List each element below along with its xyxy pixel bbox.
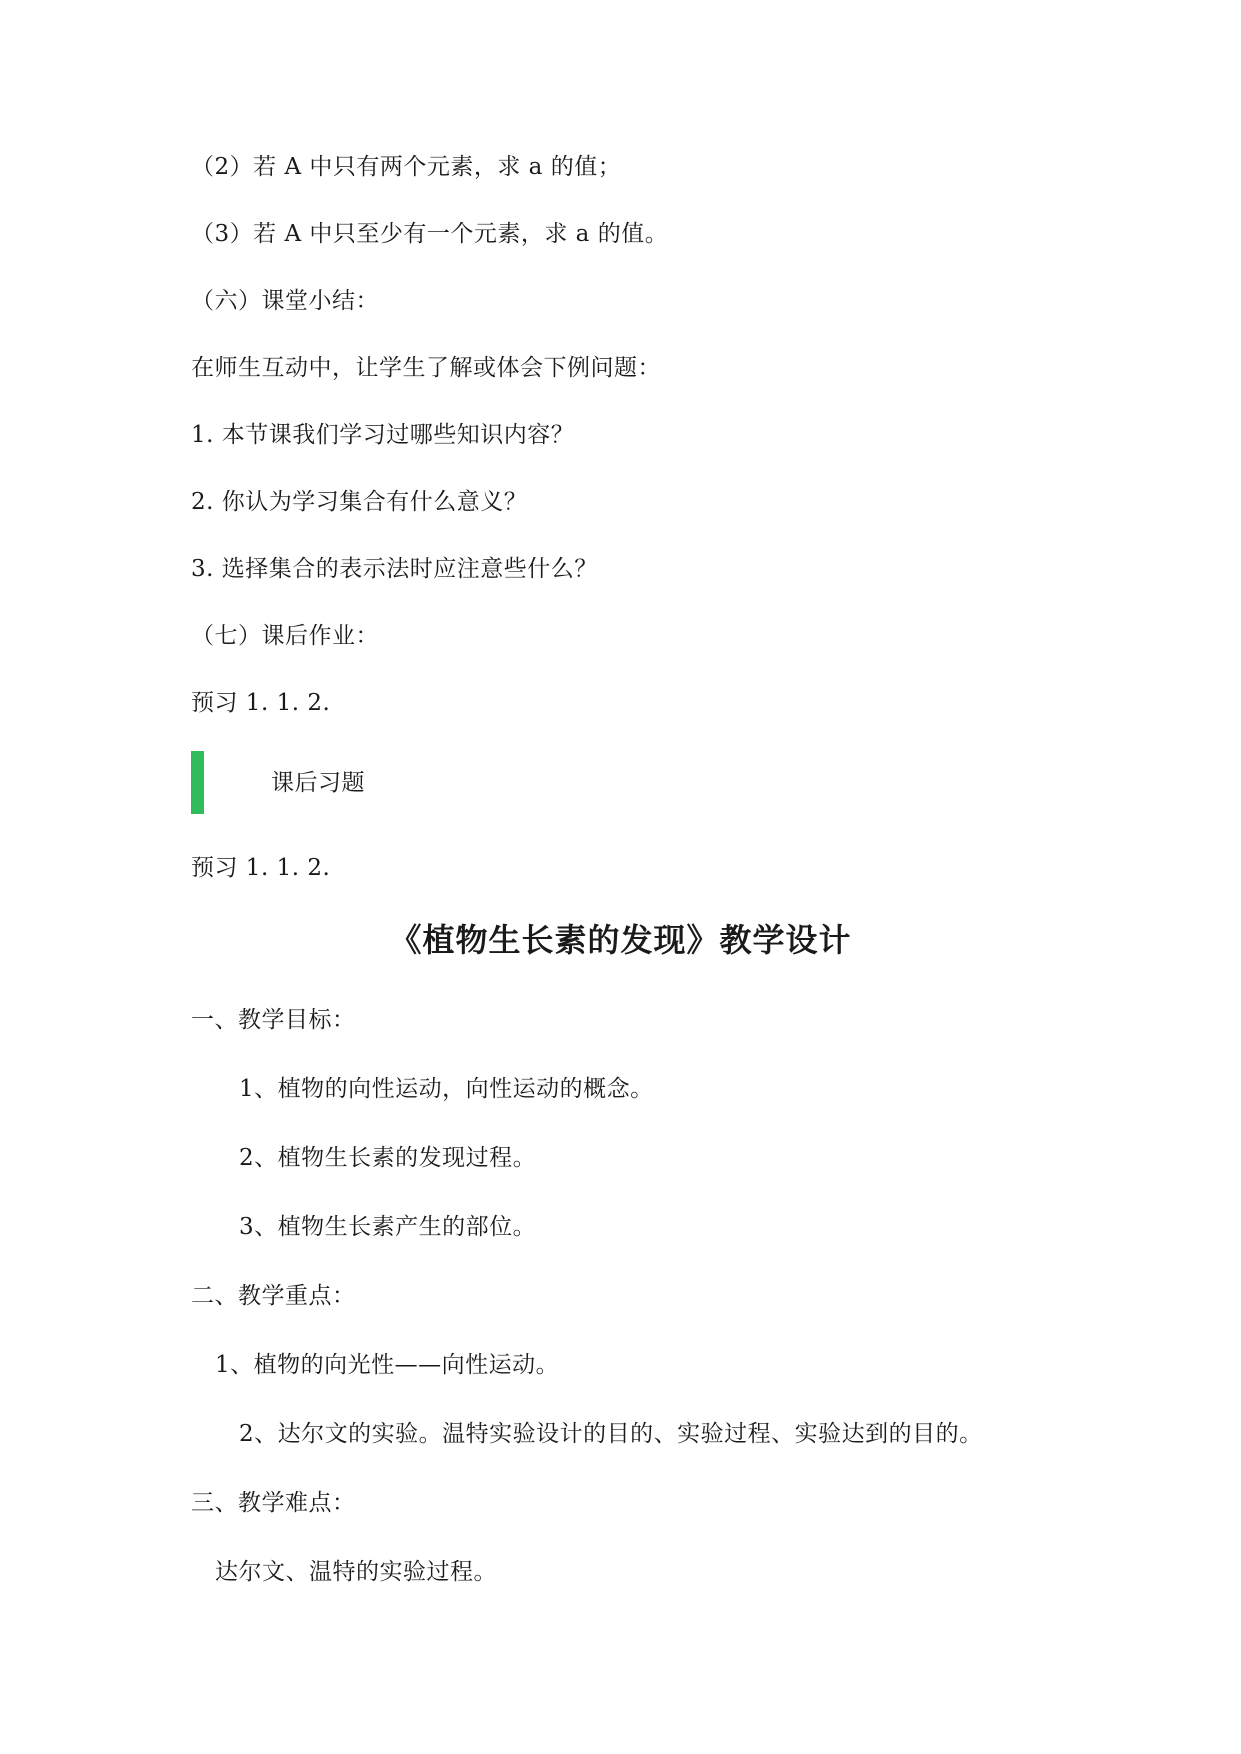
question-3: （3）若 A 中只至少有一个元素，求 a 的值。 — [191, 221, 669, 247]
homework-text: 预习 1. 1. 2. — [191, 690, 331, 716]
summary-item: 2. 你认为学习集合有什么意义？ — [191, 489, 528, 515]
key-point-item: 1、植物的向光性——向性运动。 — [215, 1352, 560, 1378]
key-point-item: 2、达尔文的实验。温特实验设计的目的、实验过程、实验达到的目的。 — [239, 1421, 983, 1447]
goals-heading: 一、教学目标： — [191, 1007, 356, 1033]
difficulties-heading: 三、教学难点： — [191, 1490, 356, 1516]
difficulties-text: 达尔文、温特的实验过程。 — [215, 1559, 497, 1585]
goal-item: 3、植物生长素产生的部位。 — [239, 1214, 537, 1240]
callout-label: 课后习题 — [271, 770, 365, 796]
goal-item: 1、植物的向性运动，向性运动的概念。 — [239, 1076, 654, 1102]
callout-text: 预习 1. 1. 2. — [191, 855, 331, 881]
goal-item: 2、植物生长素的发现过程。 — [239, 1145, 537, 1171]
question-2: （2）若 A 中只有两个元素，求 a 的值； — [191, 154, 622, 180]
homework-heading: （七）课后作业： — [191, 623, 379, 649]
document-title: 《植物生长素的发现》教学设计 — [389, 921, 852, 959]
summary-item: 1. 本节课我们学习过哪些知识内容？ — [191, 422, 575, 448]
summary-item: 3. 选择集合的表示法时应注意些什么？ — [191, 556, 598, 582]
callout-accent-bar — [191, 751, 204, 814]
key-points-heading: 二、教学重点： — [191, 1283, 356, 1309]
summary-heading: （六）课堂小结： — [191, 288, 379, 314]
summary-intro: 在师生互动中，让学生了解或体会下例问题： — [191, 355, 661, 381]
